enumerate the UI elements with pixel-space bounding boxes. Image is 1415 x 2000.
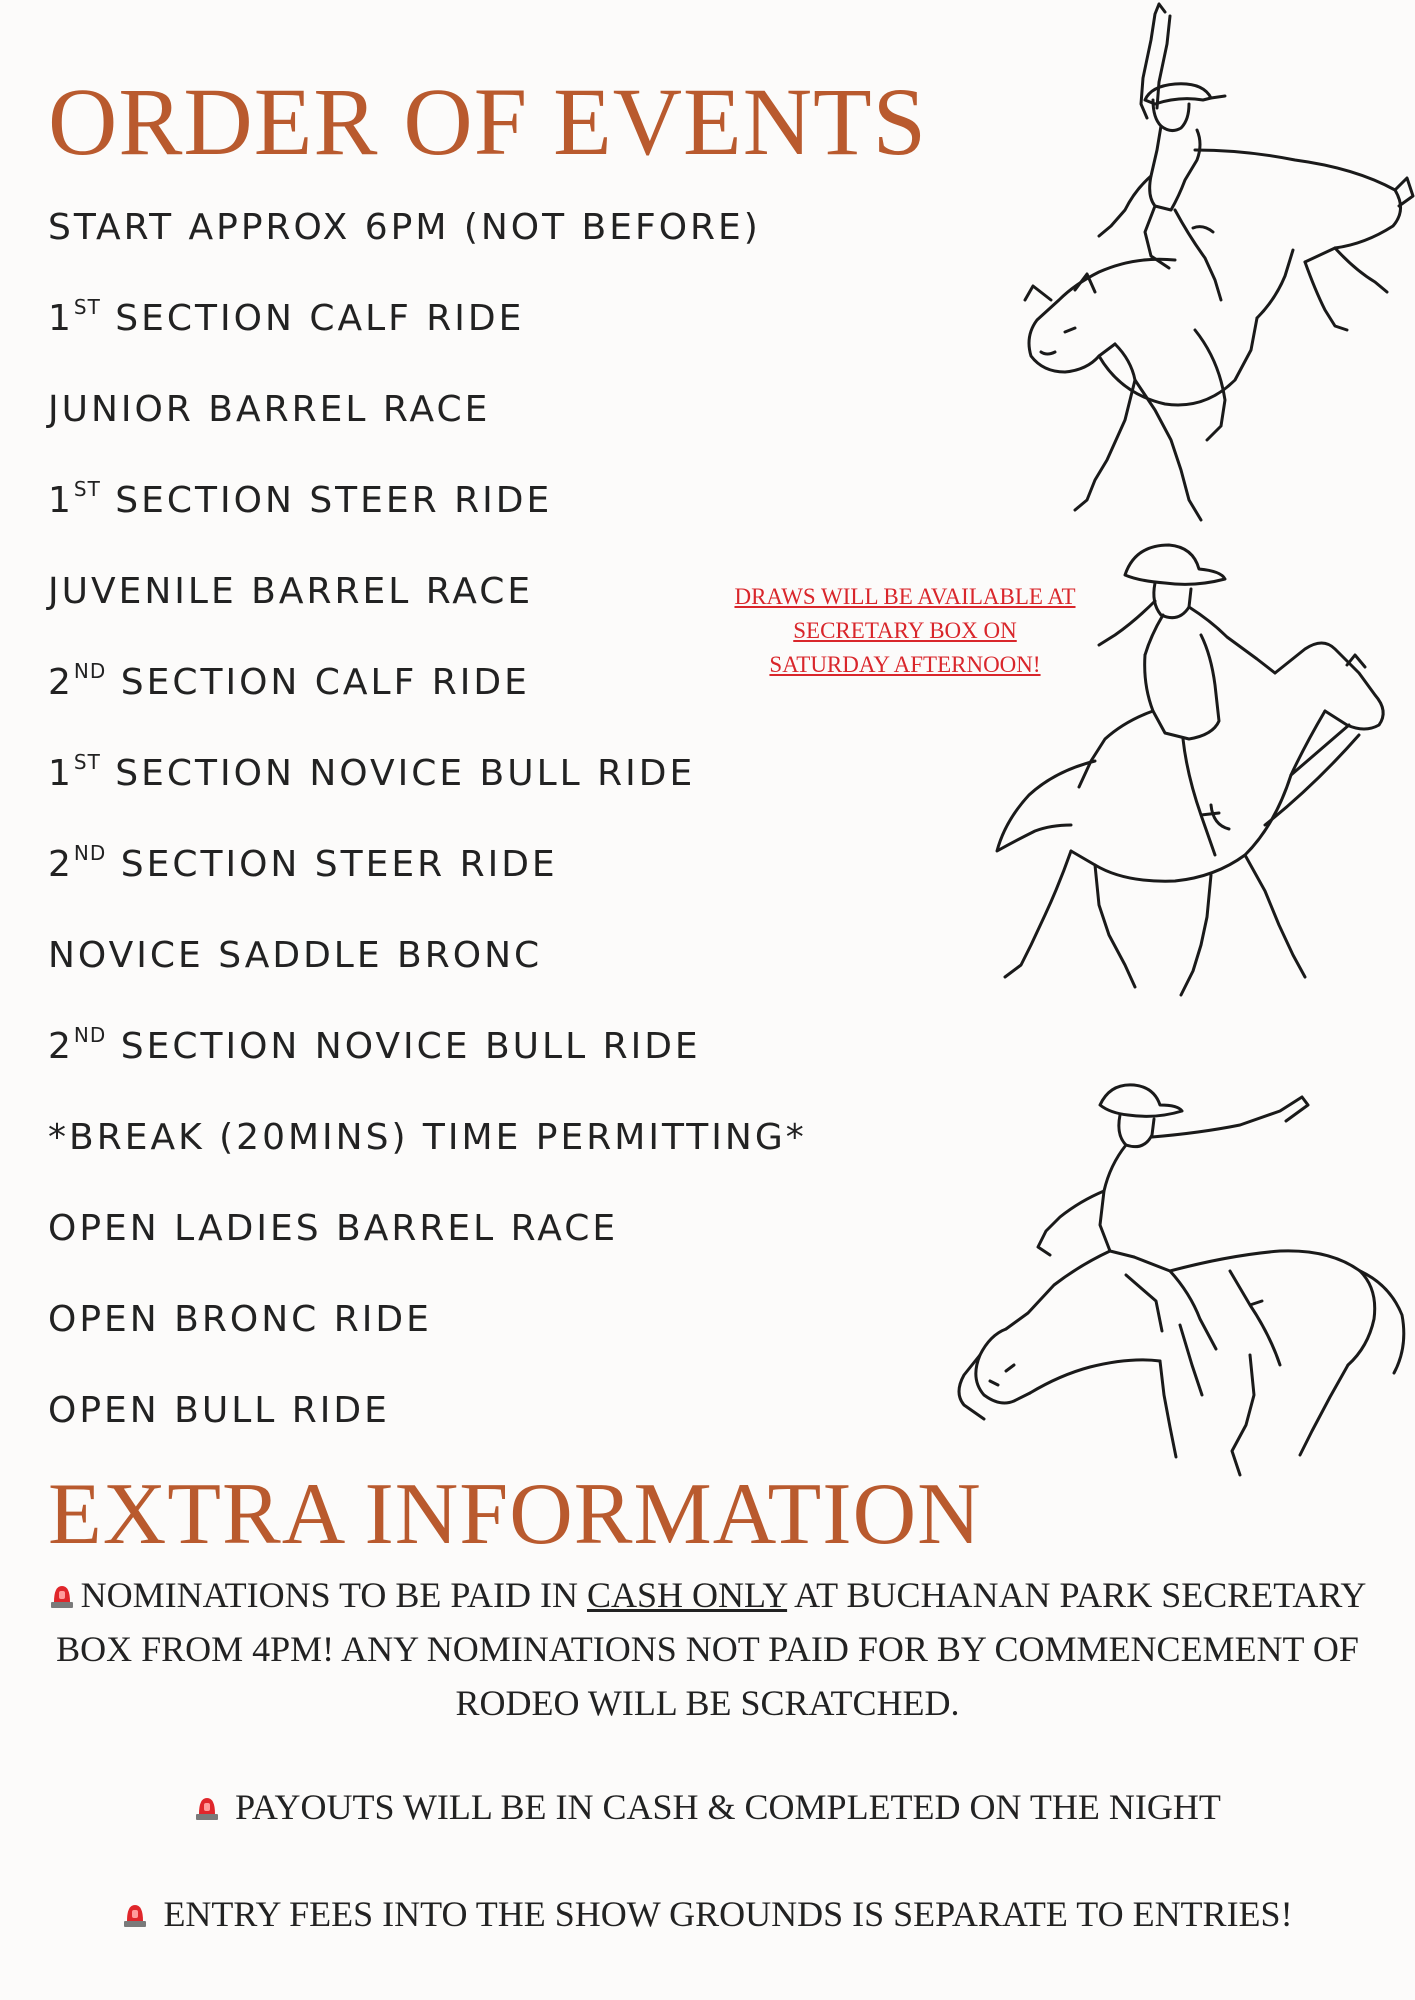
siren-icon — [122, 1901, 148, 1929]
siren-icon — [194, 1794, 220, 1822]
event-item: 1ST SECTION CALF RIDE — [48, 295, 525, 339]
info-nominations: NOMINATIONS TO BE PAID IN CASH ONLY AT BUCHANAN PARK SECRETARY BOX FROM 4PM! ANY NOMINATIONS NOT PAID FOR BY COMMENCEMENT OF RODEO WILL BE SCRATCHED. — [20, 1568, 1395, 1730]
extra-info-title: EXTRA INFORMATION — [48, 1466, 982, 1563]
bronc-rider-illustration — [950, 1075, 1410, 1535]
event-item: 2ND SECTION STEER RIDE — [48, 841, 558, 885]
event-item: JUVENILE BARREL RACE — [48, 571, 534, 612]
draws-notice: DRAWS WILL BE AVAILABLE AT SECRETARY BOX ON SATURDAY AFTERNOON! — [734, 584, 1076, 677]
event-item: OPEN BRONC RIDE — [48, 1299, 432, 1340]
page-title: ORDER OF EVENTS — [48, 68, 928, 175]
event-item: 2ND SECTION NOVICE BULL RIDE — [48, 1023, 701, 1067]
event-item: NOVICE SADDLE BRONC — [48, 935, 543, 976]
info-payouts: PAYOUTS WILL BE IN CASH & COMPLETED ON THE NIGHT — [20, 1786, 1395, 1828]
event-item: 1ST SECTION NOVICE BULL RIDE — [48, 750, 696, 794]
events-list — [48, 198, 807, 1472]
event-item: 1ST SECTION STEER RIDE — [48, 477, 553, 521]
info-entry-fees: ENTRY FEES INTO THE SHOW GROUNDS IS SEPARATE TO ENTRIES! — [20, 1893, 1395, 1935]
event-item: *BREAK (20MINS) TIME PERMITTING* — [48, 1117, 807, 1158]
event-item: START APPROX 6PM (NOT BEFORE) — [48, 207, 761, 248]
barrel-racer-illustration — [975, 525, 1415, 1045]
event-item: 2ND SECTION CALF RIDE — [48, 659, 530, 703]
event-item: JUNIOR BARREL RACE — [48, 389, 491, 430]
event-item: OPEN BULL RIDE — [48, 1390, 390, 1431]
bull-rider-illustration — [975, 0, 1415, 555]
event-item: OPEN LADIES BARREL RACE — [48, 1208, 619, 1249]
siren-icon — [49, 1582, 75, 1610]
